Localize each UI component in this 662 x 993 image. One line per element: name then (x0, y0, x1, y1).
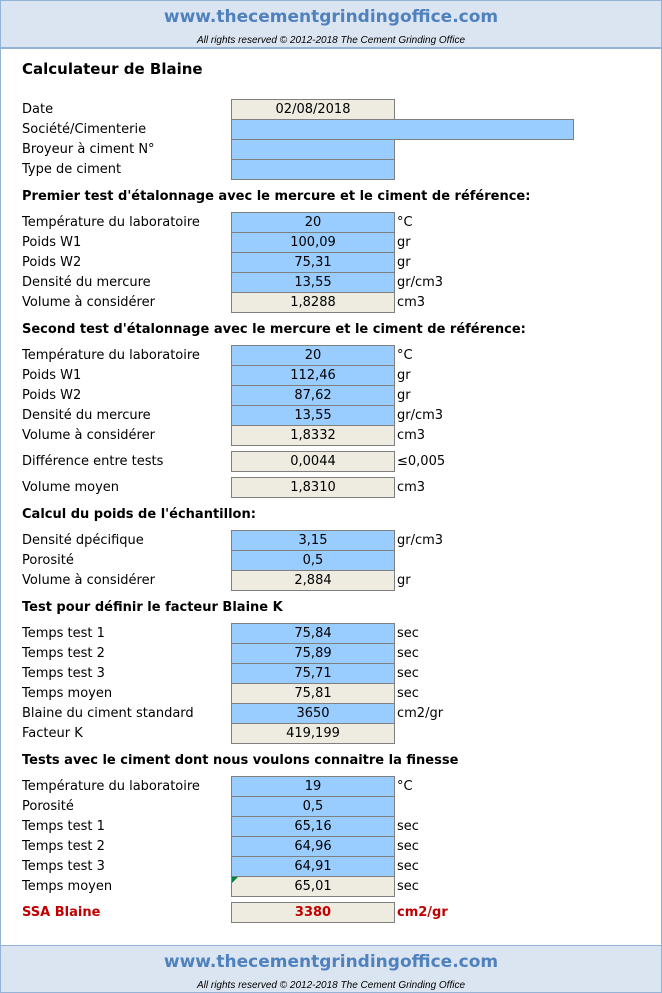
test1-result: 1,8288 (231, 292, 395, 313)
section-test1-heading: Premier test d'étalonnage avec le mercure et le ciment de référence: (22, 189, 531, 204)
date-label: Date (22, 102, 54, 117)
ssa-unit: cm2/gr (397, 905, 448, 920)
footer-url[interactable]: www.thecementgrindingoffice.com (163, 952, 499, 972)
header-url[interactable]: www.thecementgrindingoffice.com (163, 7, 499, 27)
test1-unit: gr/cm3 (397, 275, 444, 290)
sample-label: Densité dpécifique (22, 533, 144, 548)
avg-volume-label: Volume moyen (22, 480, 120, 495)
ssa-label: SSA Blaine (22, 905, 101, 920)
final-value[interactable]: 0,5 (231, 796, 395, 817)
final-label: Porosité (22, 799, 74, 814)
kfactor-label: Facteur K (22, 726, 83, 741)
section-test2-heading: Second test d'étalonnage avec le mercure et le ciment de référence: (22, 322, 526, 337)
kfactor-unit: sec (397, 666, 419, 681)
final-value[interactable]: 19 (231, 776, 395, 797)
mill-label: Broyeur à ciment N° (22, 142, 155, 157)
sample-unit: gr/cm3 (397, 533, 444, 548)
test1-label: Poids W2 (22, 255, 82, 270)
final-label: Temps test 2 (22, 839, 105, 854)
kfactor-unit: sec (397, 626, 419, 641)
test1-label: Température du laboratoire (22, 215, 200, 230)
test2-label: Poids W1 (22, 368, 82, 383)
section-final-heading: Tests avec le ciment dont nous voulons connaitre la finesse (22, 753, 459, 768)
final-label: Temps moyen (22, 879, 113, 894)
kfactor-value[interactable]: 75,89 (231, 643, 395, 664)
test2-label: Volume à considérer (22, 428, 155, 443)
final-value[interactable]: 64,96 (231, 836, 395, 857)
test1-value[interactable]: 75,31 (231, 252, 395, 273)
test2-label: Densité du mercure (22, 408, 151, 423)
sample-result: 2,884 (231, 570, 395, 591)
final-unit: sec (397, 859, 419, 874)
page-title: Calculateur de Blaine (22, 60, 203, 78)
final-unit: °C (397, 779, 413, 794)
test2-value[interactable]: 13,55 (231, 405, 395, 426)
kfactor-result: 75,81 (231, 683, 395, 704)
kfactor-unit: sec (397, 686, 419, 701)
test2-unit: gr (397, 388, 411, 403)
sample-value[interactable]: 0,5 (231, 550, 395, 571)
final-label: Temps test 3 (22, 859, 105, 874)
test2-value[interactable]: 20 (231, 345, 395, 366)
test1-value[interactable]: 20 (231, 212, 395, 233)
kfactor-label: Temps test 1 (22, 626, 105, 641)
diff-unit: ≤0,005 (397, 454, 446, 469)
ssa-value: 3380 (231, 902, 395, 923)
sample-label: Porosité (22, 553, 74, 568)
final-result (231, 876, 395, 897)
section-kfactor-heading: Test pour définir le facteur Blaine K (22, 600, 283, 615)
test2-unit: cm3 (397, 428, 426, 443)
company-label: Société/Cimenterie (22, 122, 147, 137)
test1-unit: gr (397, 255, 411, 270)
section-sample-heading: Calcul du poids de l'échantillon: (22, 507, 256, 522)
final-value[interactable]: 64,91 (231, 856, 395, 877)
sample-value[interactable]: 3,15 (231, 530, 395, 551)
final-unit: sec (397, 839, 419, 854)
formula-indicator-icon (232, 877, 238, 883)
test2-label: Poids W2 (22, 388, 82, 403)
final-unit: sec (397, 879, 419, 894)
test1-unit: °C (397, 215, 413, 230)
sample-unit: gr (397, 573, 411, 588)
test1-value[interactable]: 13,55 (231, 272, 395, 293)
diff-value: 0,0044 (231, 451, 395, 472)
footer-copyright: All rights reserved © 2012-2018 The Cement Grinding Office (196, 980, 466, 991)
sample-label: Volume à considérer (22, 573, 155, 588)
cement-type-field[interactable] (231, 159, 395, 180)
final-label: Temps test 1 (22, 819, 105, 834)
kfactor-value[interactable]: 75,84 (231, 623, 395, 644)
test1-label: Densité du mercure (22, 275, 151, 290)
kfactor-value[interactable]: 3650 (231, 703, 395, 724)
avg-volume-value: 1,8310 (231, 477, 395, 498)
kfactor-label: Temps moyen (22, 686, 113, 701)
company-field[interactable] (231, 119, 574, 140)
test2-value[interactable]: 87,62 (231, 385, 395, 406)
cement-type-label: Type de ciment (22, 162, 122, 177)
kfactor-label: Blaine du ciment standard (22, 706, 194, 721)
test2-unit: gr (397, 368, 411, 383)
kfactor-unit: sec (397, 646, 419, 661)
test1-unit: cm3 (397, 295, 426, 310)
footer-banner (0, 945, 662, 993)
test2-result: 1,8332 (231, 425, 395, 446)
test1-label: Poids W1 (22, 235, 82, 250)
test1-value[interactable]: 100,09 (231, 232, 395, 253)
test2-label: Température du laboratoire (22, 348, 200, 363)
date-field[interactable]: 02/08/2018 (231, 99, 395, 120)
test2-unit: gr/cm3 (397, 408, 444, 423)
kfactor-label: Temps test 3 (22, 666, 105, 681)
test2-value[interactable]: 112,46 (231, 365, 395, 386)
diff-label: Différence entre tests (22, 454, 164, 469)
test1-label: Volume à considérer (22, 295, 155, 310)
header-banner (0, 0, 662, 48)
avg-volume-unit: cm3 (397, 480, 426, 495)
final-value[interactable]: 65,16 (231, 816, 395, 837)
header-copyright: All rights reserved © 2012-2018 The Cement Grinding Office (196, 35, 466, 46)
kfactor-result: 419,199 (231, 723, 395, 744)
kfactor-value[interactable]: 75,71 (231, 663, 395, 684)
final-avg-time: 65,01 (294, 879, 332, 894)
kfactor-unit: cm2/gr (397, 706, 444, 721)
test1-unit: gr (397, 235, 411, 250)
final-unit: sec (397, 819, 419, 834)
mill-field[interactable] (231, 139, 395, 160)
test2-unit: °C (397, 348, 413, 363)
kfactor-label: Temps test 2 (22, 646, 105, 661)
final-label: Température du laboratoire (22, 779, 200, 794)
